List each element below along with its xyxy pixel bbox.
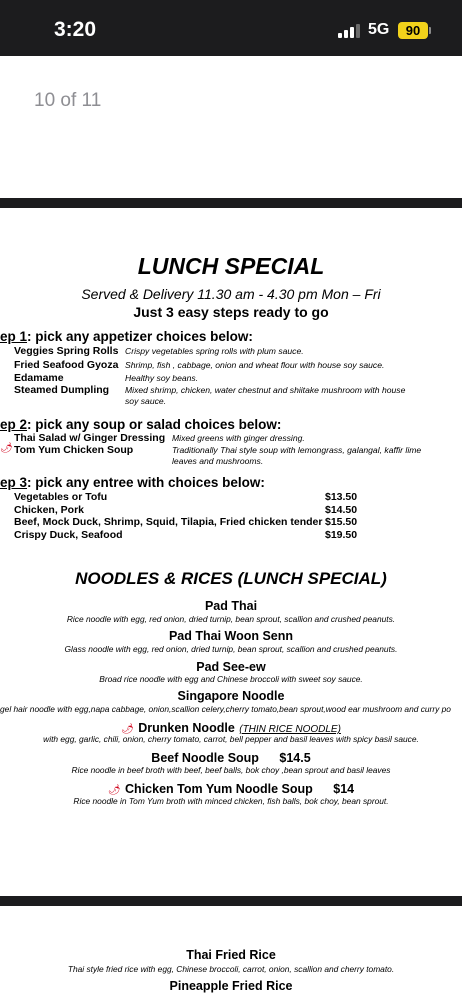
battery-tip	[429, 27, 431, 34]
entree-name: Chicken, Pork	[14, 504, 85, 516]
entree-price: $15.50	[325, 516, 358, 528]
step1-label: ep 1	[0, 329, 28, 344]
step3-label: ep 3	[0, 475, 28, 490]
network-type: 5G	[368, 21, 390, 38]
dish-desc: Glass noodle with egg, red onion, dried turnip, bean sprout, scallion and crushed peanuts.	[64, 644, 398, 654]
noodles-title: NOODLES & RICES (LUNCH SPECIAL)	[75, 569, 387, 588]
step2-heading	[0, 417, 281, 432]
page-counter: 10 of 11	[34, 90, 102, 111]
signal-icon	[338, 24, 360, 38]
dish-desc: Rice noodle in Tom Yum broth with minced chicken, fish balls, bok choy, bean sprout.	[73, 796, 389, 806]
dish-name: Pad Thai Woon Senn	[168, 629, 294, 643]
step1-item-name: Fried Seafood Gyoza	[14, 359, 119, 371]
dish-name: Thai Fried Rice	[186, 948, 276, 962]
step1-item-desc: Healthy soy beans.	[125, 373, 199, 383]
step1-item-desc: Shrimp, fish , cabbage, onion and wheat flour with house soy sauce.	[125, 360, 385, 370]
dish-desc: Rice noodle with egg, red onion, dried turnip, bean sprout, scallion and crushed peanuts.	[66, 614, 396, 624]
dish-name: Singapore Noodle	[177, 689, 285, 703]
step1-item-desc: Mixed shrimp, chicken, water chestnut and shiitake mushroom with house soy sauce.	[125, 385, 406, 406]
dish-price: $14	[333, 782, 355, 796]
step2-text: : pick any soup or salad choices below:	[27, 417, 282, 432]
step3-heading	[0, 475, 265, 490]
step3-text: : pick any entree with choices below:	[27, 475, 265, 490]
step1-item-desc: Crispy vegetables spring rolls with plum sauce.	[125, 346, 304, 356]
step1-item-name: Steamed Dumpling	[14, 384, 110, 396]
step2-label: ep 2	[0, 417, 28, 432]
dish-name: Pad Thai	[204, 599, 258, 613]
chili-icon: 🌶	[121, 724, 134, 735]
step2-item-name: Thai Salad w/ Ginger Dressing	[14, 432, 166, 444]
page-separator	[0, 198, 462, 208]
dish-desc: Rice noodle in beef broth with beef, beef balls, bok choy ,bean sprout and basil leaves	[71, 765, 391, 775]
step1-text: : pick any appetizer choices below:	[27, 329, 253, 344]
step2-item-desc: Mixed greens with ginger dressing.	[172, 433, 305, 443]
dish-name: Chicken Tom Yum Noodle Soup	[125, 782, 313, 796]
step1-item-name: Edamame	[14, 372, 64, 384]
entree-name: Vegetables or Tofu	[14, 491, 108, 503]
step2-item-desc: Traditionally Thai style soup with lemongrass, galangal, kaffir lime leaves and mushrooms.	[172, 445, 422, 466]
menu-page[interactable]	[0, 208, 462, 898]
chili-icon: 🌶	[0, 443, 13, 454]
step2-item-name: Tom Yum Chicken Soup	[14, 444, 134, 456]
entree-name: Crispy Duck, Seafood	[14, 529, 123, 541]
dish-note: (THIN RICE NOODLE)	[239, 724, 341, 735]
battery-level: 90	[405, 23, 421, 38]
status-time: 3:20	[54, 18, 97, 41]
dish-desc: with egg, garlic, chili, onion, cherry tomato, carrot, bell pepper and basil leaves with spicy basil sauce.	[43, 734, 419, 744]
dish-desc: Thai style fried rice with egg, Chinese broccoli, carrot, onion, scallion and cherry tomato.	[67, 964, 395, 974]
menu-subtitle: Served & Delivery 11.30 am - 4.30 pm Mon – Fri	[81, 286, 381, 302]
dish-price: $14.5	[279, 751, 311, 765]
entree-price: $14.50	[325, 504, 358, 516]
status-bar	[0, 0, 462, 56]
dish-desc: Broad rice noodle with egg and Chinese broccoli with sweet soy sauce.	[99, 674, 363, 684]
step1-heading	[0, 329, 253, 344]
step1-item-name: Veggies Spring Rolls	[14, 345, 119, 357]
dish-name: Pineapple Fried Rice	[169, 979, 293, 993]
battery-icon	[398, 22, 428, 39]
dish-name: Pad See-ew	[196, 660, 266, 674]
menu-title: LUNCH SPECIAL	[137, 253, 325, 279]
menu-tagline: Just 3 easy steps ready to go	[133, 304, 329, 320]
next-page[interactable]	[0, 906, 462, 1000]
viewer-header	[0, 56, 462, 198]
entree-price: $19.50	[325, 529, 358, 541]
page-separator	[0, 896, 462, 906]
dish-name: Beef Noodle Soup	[151, 751, 259, 765]
dish-desc: gel hair noodle with egg,napa cabbage, onion,scallion celery,cherry tomato,bean sprout,wood ear mushroom and curry po	[0, 704, 451, 714]
entree-price: $13.50	[325, 491, 358, 503]
chili-icon: 🌶	[107, 785, 121, 796]
dish-name: Drunken Noodle	[138, 721, 235, 735]
entree-name: Beef, Mock Duck, Shrimp, Squid, Tilapia, Fried chicken tender	[14, 516, 323, 528]
